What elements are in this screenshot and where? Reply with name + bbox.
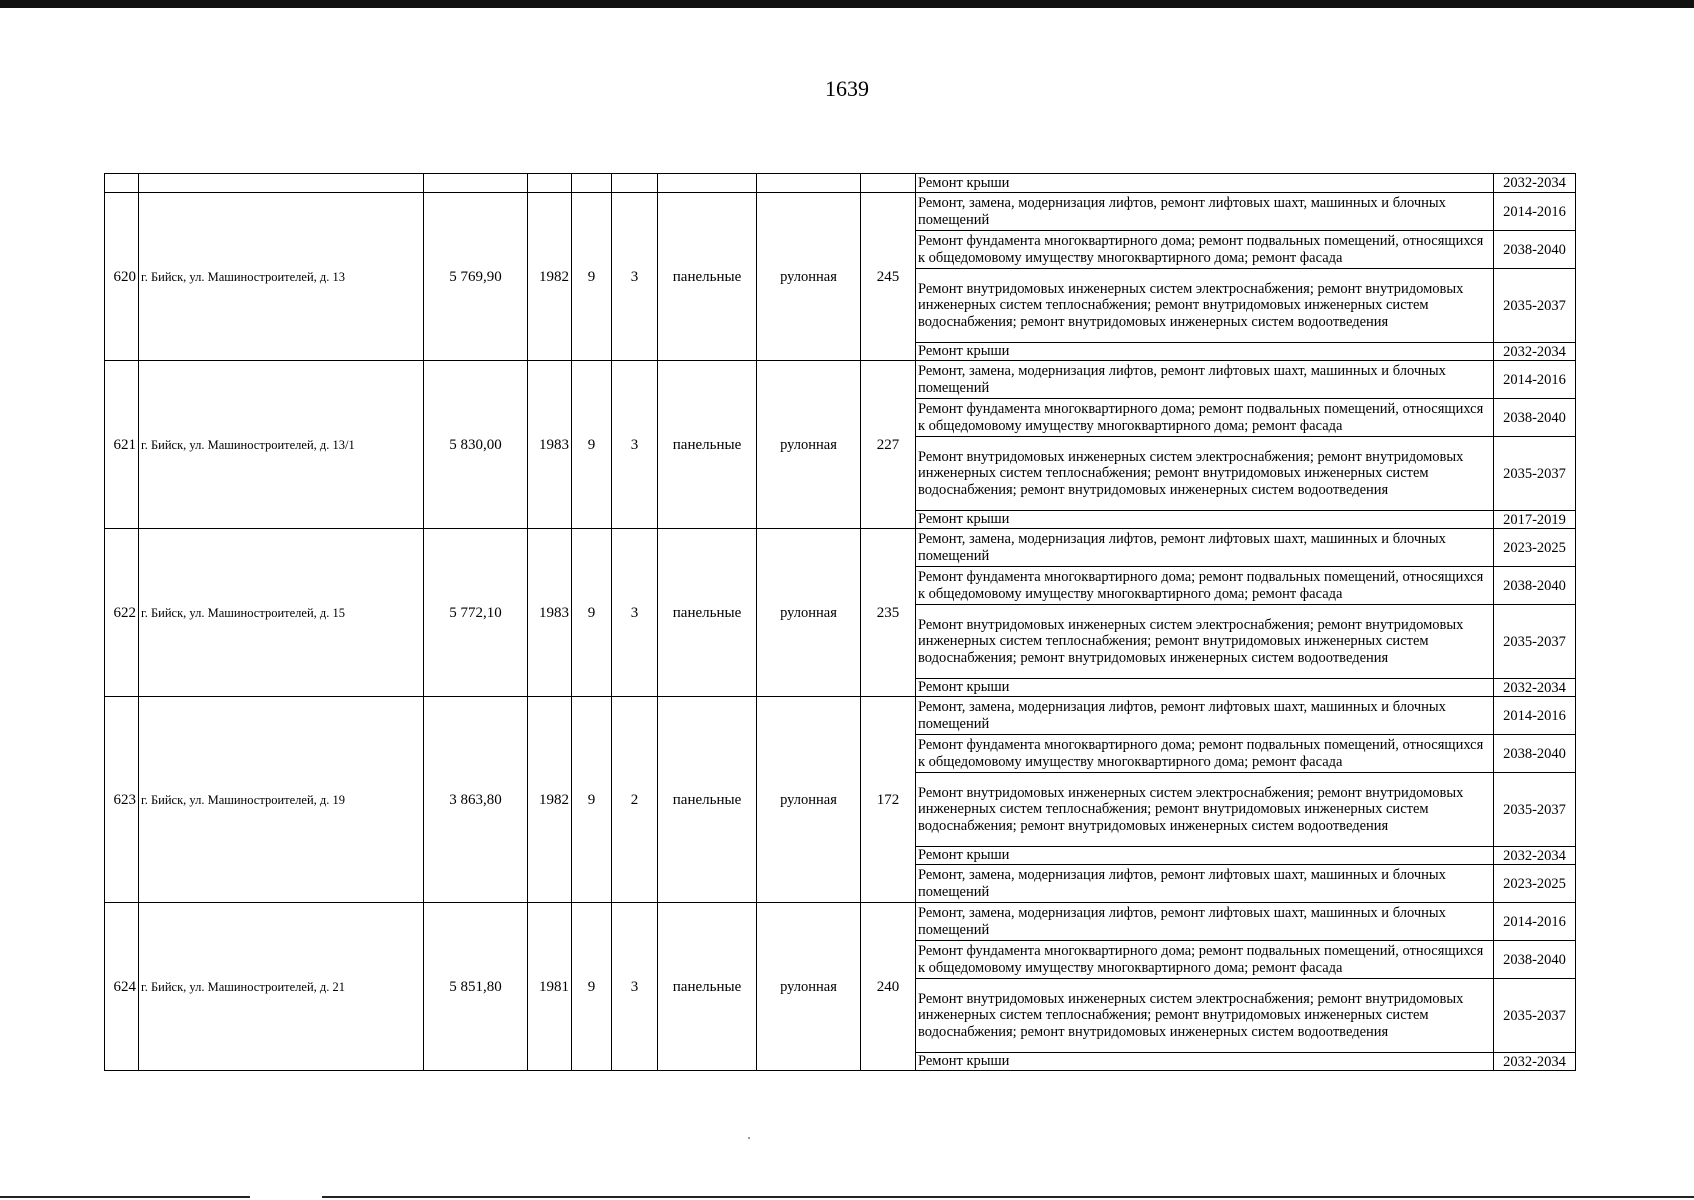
entrance-count: 3 [612,361,658,529]
work-description: Ремонт, замена, модернизация лифтов, ремонт лифтовых шахт, машинных и блочных помещений [916,193,1494,231]
work-description: Ремонт внутридомовых инженерных систем электроснабжения; ремонт внутридомовых инженерных систем теплоснабжения; ремонт внутридомовых инженерных систем водоснабжения; ремонт внутридомовых инженерных систем водоотведения [916,979,1494,1053]
empty-cell [612,174,658,193]
house-area: 5 772,10 [424,529,528,697]
work-description: Ремонт внутридомовых инженерных систем электроснабжения; ремонт внутридомовых инженерных систем теплоснабжения; ремонт внутридомовых инженерных систем водоснабжения; ремонт внутридомовых инженерных систем водоотведения [916,269,1494,343]
work-description: Ремонт внутридомовых инженерных систем электроснабжения; ремонт внутридомовых инженерных систем теплоснабжения; ремонт внутридомовых инженерных систем водоснабжения; ремонт внутридомовых инженерных систем водоотведения [916,605,1494,679]
work-period: 2035-2037 [1494,269,1576,343]
work-period: 2032-2034 [1494,343,1576,361]
work-period: 2014-2016 [1494,361,1576,399]
work-description: Ремонт крыши [916,174,1494,193]
resident-count: 240 [861,903,916,1071]
roof-type: рулонная [757,193,861,361]
floor-count: 9 [572,529,612,697]
roof-type: рулонная [757,529,861,697]
empty-cell [572,174,612,193]
work-period: 2038-2040 [1494,941,1576,979]
wall-material: панельные [658,903,757,1071]
resident-count: 235 [861,529,916,697]
work-description: Ремонт, замена, модернизация лифтов, ремонт лифтовых шахт, машинных и блочных помещений [916,697,1494,735]
work-description: Ремонт крыши [916,679,1494,697]
work-description: Ремонт, замена, модернизация лифтов, ремонт лифтовых шахт, машинных и блочных помещений [916,903,1494,941]
house-address: г. Бийск, ул. Машиностроителей, д. 13 [139,193,424,361]
carryover-row [105,174,1576,193]
work-description: Ремонт крыши [916,343,1494,361]
house-address: г. Бийск, ул. Машиностроителей, д. 19 [139,697,424,903]
table-row [105,903,1576,941]
table-row [105,193,1576,231]
bottom-border-left [0,1196,250,1198]
work-description: Ремонт фундамента многоквартирного дома; ремонт подвальных помещений, относящихся к общедомовому имуществу многоквартирного дома; ремонт фасада [916,231,1494,269]
house-number: 620 [105,193,139,361]
page-number: 1639 [825,76,869,101]
work-description: Ремонт внутридомовых инженерных систем электроснабжения; ремонт внутридомовых инженерных систем теплоснабжения; ремонт внутридомовых инженерных систем водоснабжения; ремонт внутридомовых инженерных систем водоотведения [916,437,1494,511]
work-period: 2032-2034 [1494,174,1576,193]
work-period: 2035-2037 [1494,605,1576,679]
house-area: 5 851,80 [424,903,528,1071]
house-number: 623 [105,697,139,903]
work-period: 2038-2040 [1494,399,1576,437]
roof-type: рулонная [757,361,861,529]
work-description: Ремонт крыши [916,511,1494,529]
empty-cell [757,174,861,193]
floor-count: 9 [572,361,612,529]
table-body [105,174,1576,1071]
work-period: 2032-2034 [1494,679,1576,697]
floor-count: 9 [572,697,612,903]
house-area: 5 830,00 [424,361,528,529]
empty-cell [528,174,572,193]
entrance-count: 3 [612,903,658,1071]
work-period: 2023-2025 [1494,865,1576,903]
work-description: Ремонт, замена, модернизация лифтов, ремонт лифтовых шахт, машинных и блочных помещений [916,361,1494,399]
work-period: 2032-2034 [1494,1053,1576,1071]
work-description: Ремонт внутридомовых инженерных систем электроснабжения; ремонт внутридомовых инженерных систем теплоснабжения; ремонт внутридомовых инженерных систем водоснабжения; ремонт внутридомовых инженерных систем водоотведения [916,773,1494,847]
floor-count: 9 [572,193,612,361]
work-description: Ремонт фундамента многоквартирного дома; ремонт подвальных помещений, относящихся к общедомовому имуществу многоквартирного дома; ремонт фасада [916,735,1494,773]
entrance-count: 2 [612,697,658,903]
resident-count: 227 [861,361,916,529]
work-description: Ремонт, замена, модернизация лифтов, ремонт лифтовых шахт, машинных и блочных помещений [916,529,1494,567]
build-year: 1983 [528,361,572,529]
resident-count: 172 [861,697,916,903]
empty-cell [658,174,757,193]
house-number: 622 [105,529,139,697]
table-row [105,697,1576,735]
house-address: г. Бийск, ул. Машиностроителей, д. 15 [139,529,424,697]
work-period: 2014-2016 [1494,697,1576,735]
work-period: 2017-2019 [1494,511,1576,529]
house-address: г. Бийск, ул. Машиностроителей, д. 13/1 [139,361,424,529]
empty-cell [424,174,528,193]
top-border [0,0,1694,8]
wall-material: панельные [658,193,757,361]
wall-material: панельные [658,529,757,697]
work-period: 2035-2037 [1494,437,1576,511]
empty-cell [861,174,916,193]
floor-count: 9 [572,903,612,1071]
bottom-border-right [322,1196,1694,1198]
work-period: 2032-2034 [1494,847,1576,865]
resident-count: 245 [861,193,916,361]
work-description: Ремонт крыши [916,1053,1494,1071]
table-row [105,529,1576,567]
roof-type: рулонная [757,903,861,1071]
work-description: Ремонт крыши [916,847,1494,865]
work-description: Ремонт фундамента многоквартирного дома; ремонт подвальных помещений, относящихся к общедомовому имуществу многоквартирного дома; ремонт фасада [916,567,1494,605]
build-year: 1982 [528,193,572,361]
table-row [105,361,1576,399]
house-address: г. Бийск, ул. Машиностроителей, д. 21 [139,903,424,1071]
work-period: 2038-2040 [1494,567,1576,605]
work-period: 2023-2025 [1494,529,1576,567]
empty-cell [105,174,139,193]
wall-material: панельные [658,697,757,903]
work-period: 2038-2040 [1494,231,1576,269]
work-description: Ремонт фундамента многоквартирного дома; ремонт подвальных помещений, относящихся к общедомовому имуществу многоквартирного дома; ремонт фасада [916,941,1494,979]
build-year: 1982 [528,697,572,903]
house-area: 3 863,80 [424,697,528,903]
empty-cell [139,174,424,193]
work-period: 2038-2040 [1494,735,1576,773]
work-description: Ремонт фундамента многоквартирного дома; ремонт подвальных помещений, относящихся к общедомовому имуществу многоквартирного дома; ремонт фасада [916,399,1494,437]
wall-material: панельные [658,361,757,529]
build-year: 1983 [528,529,572,697]
build-year: 1981 [528,903,572,1071]
repair-schedule-table [104,173,1576,1071]
house-number: 624 [105,903,139,1071]
roof-type: рулонная [757,697,861,903]
work-period: 2014-2016 [1494,903,1576,941]
work-period: 2014-2016 [1494,193,1576,231]
work-period: 2035-2037 [1494,773,1576,847]
house-area: 5 769,90 [424,193,528,361]
work-period: 2035-2037 [1494,979,1576,1053]
house-number: 621 [105,361,139,529]
scan-speck [748,1137,750,1139]
work-description: Ремонт, замена, модернизация лифтов, ремонт лифтовых шахт, машинных и блочных помещений [916,865,1494,903]
entrance-count: 3 [612,529,658,697]
entrance-count: 3 [612,193,658,361]
